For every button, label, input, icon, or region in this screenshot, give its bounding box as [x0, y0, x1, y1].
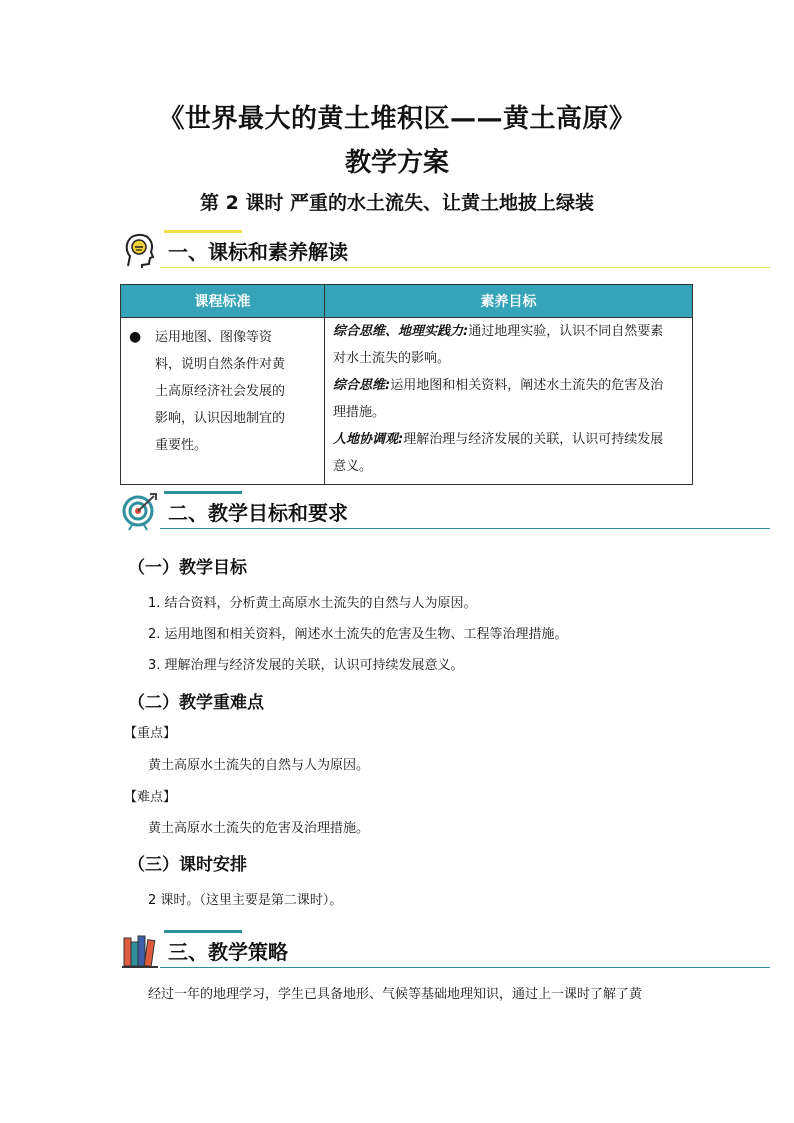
schedule-text: 2 课时。（这里主要是第二课时）。: [148, 893, 343, 908]
keypoints-heading: （二）教学重难点: [128, 693, 264, 713]
goal-text: 运用地图和相关资料，阐述水土流失的危害及治: [390, 378, 664, 393]
goal-item: [333, 318, 684, 345]
section-header-1: [120, 230, 770, 270]
target-icon: [120, 491, 160, 531]
document-title: 《世界最大的黄土堆积区——黄土高原》: [158, 104, 636, 134]
strategy-text: 经过一年的地理学习，学生已具备地形、气候等基础地理知识，通过上一课时了解了黄: [148, 987, 643, 1002]
standards-table: [120, 284, 693, 485]
section-accent-bar: [164, 230, 242, 233]
table-header-row: [121, 285, 693, 318]
table-header: 素养目标: [325, 285, 693, 318]
key-tag: 【重点】: [124, 726, 177, 741]
section-accent-bar: [164, 491, 242, 494]
section-title: 一、课标和素养解读: [168, 240, 348, 264]
goal-item: [333, 372, 684, 399]
section-divider: [160, 967, 770, 968]
section-title: 二、教学目标和要求: [168, 501, 348, 525]
standard-line: 运用地图、图像等资: [155, 330, 273, 345]
goals-cell: [325, 318, 693, 485]
document-subtitle: 教学方案: [344, 148, 449, 178]
goal-label: 人地协调观:: [333, 432, 404, 447]
goal-cont: 意义。: [333, 459, 373, 474]
goal-text: 通过地理实验，认识不同自然要素: [468, 324, 664, 339]
standard-line: 重要性。: [155, 438, 208, 453]
standard-cell: [121, 318, 325, 485]
standard-line: 土高原经济社会发展的: [155, 384, 286, 399]
section-accent-bar: [164, 930, 242, 933]
section-divider: [160, 267, 770, 268]
lightbulb-head-icon: [120, 230, 160, 270]
objective-item: 2. 运用地图和相关资料，阐述水土流失的危害及生物、工程等治理措施。: [148, 627, 568, 642]
standard-line: 料，说明自然条件对黄: [155, 357, 286, 372]
section-divider: [160, 528, 770, 529]
section-title: 三、教学策略: [168, 940, 288, 964]
objective-item: 1. 结合资料，分析黄土高原水土流失的自然与人为原因。: [148, 596, 477, 611]
section-header-3: [120, 930, 770, 970]
hard-text: 黄土高原水土流失的危害及治理措施。: [148, 821, 370, 836]
books-icon: [120, 930, 160, 970]
lesson-title: 第 2 课时 严重的水土流失、让黄土地披上绿装: [199, 192, 595, 214]
hard-tag: 【难点】: [124, 790, 177, 805]
objective-item: 3. 理解治理与经济发展的关联，认识可持续发展意义。: [148, 658, 464, 673]
standard-line: 影响，认识因地制宜的: [155, 411, 286, 426]
goal-item: [333, 426, 684, 453]
goal-text: 理解治理与经济发展的关联，认识可持续发展: [403, 432, 664, 447]
goal-label: 综合思维:: [333, 378, 391, 393]
table-row: [121, 318, 693, 485]
goal-cont: 理措施。: [333, 405, 386, 420]
bullet-icon: ●: [129, 329, 142, 345]
section-header-2: [120, 491, 770, 531]
schedule-heading: （三）课时安排: [128, 855, 247, 875]
goal-label: 综合思维、地理实践力:: [333, 324, 469, 339]
key-text: 黄土高原水土流失的自然与人为原因。: [148, 758, 370, 773]
table-header: 课程标准: [121, 285, 325, 318]
objectives-heading: （一）教学目标: [128, 558, 247, 578]
goal-cont: 对水土流失的影响。: [333, 351, 451, 366]
